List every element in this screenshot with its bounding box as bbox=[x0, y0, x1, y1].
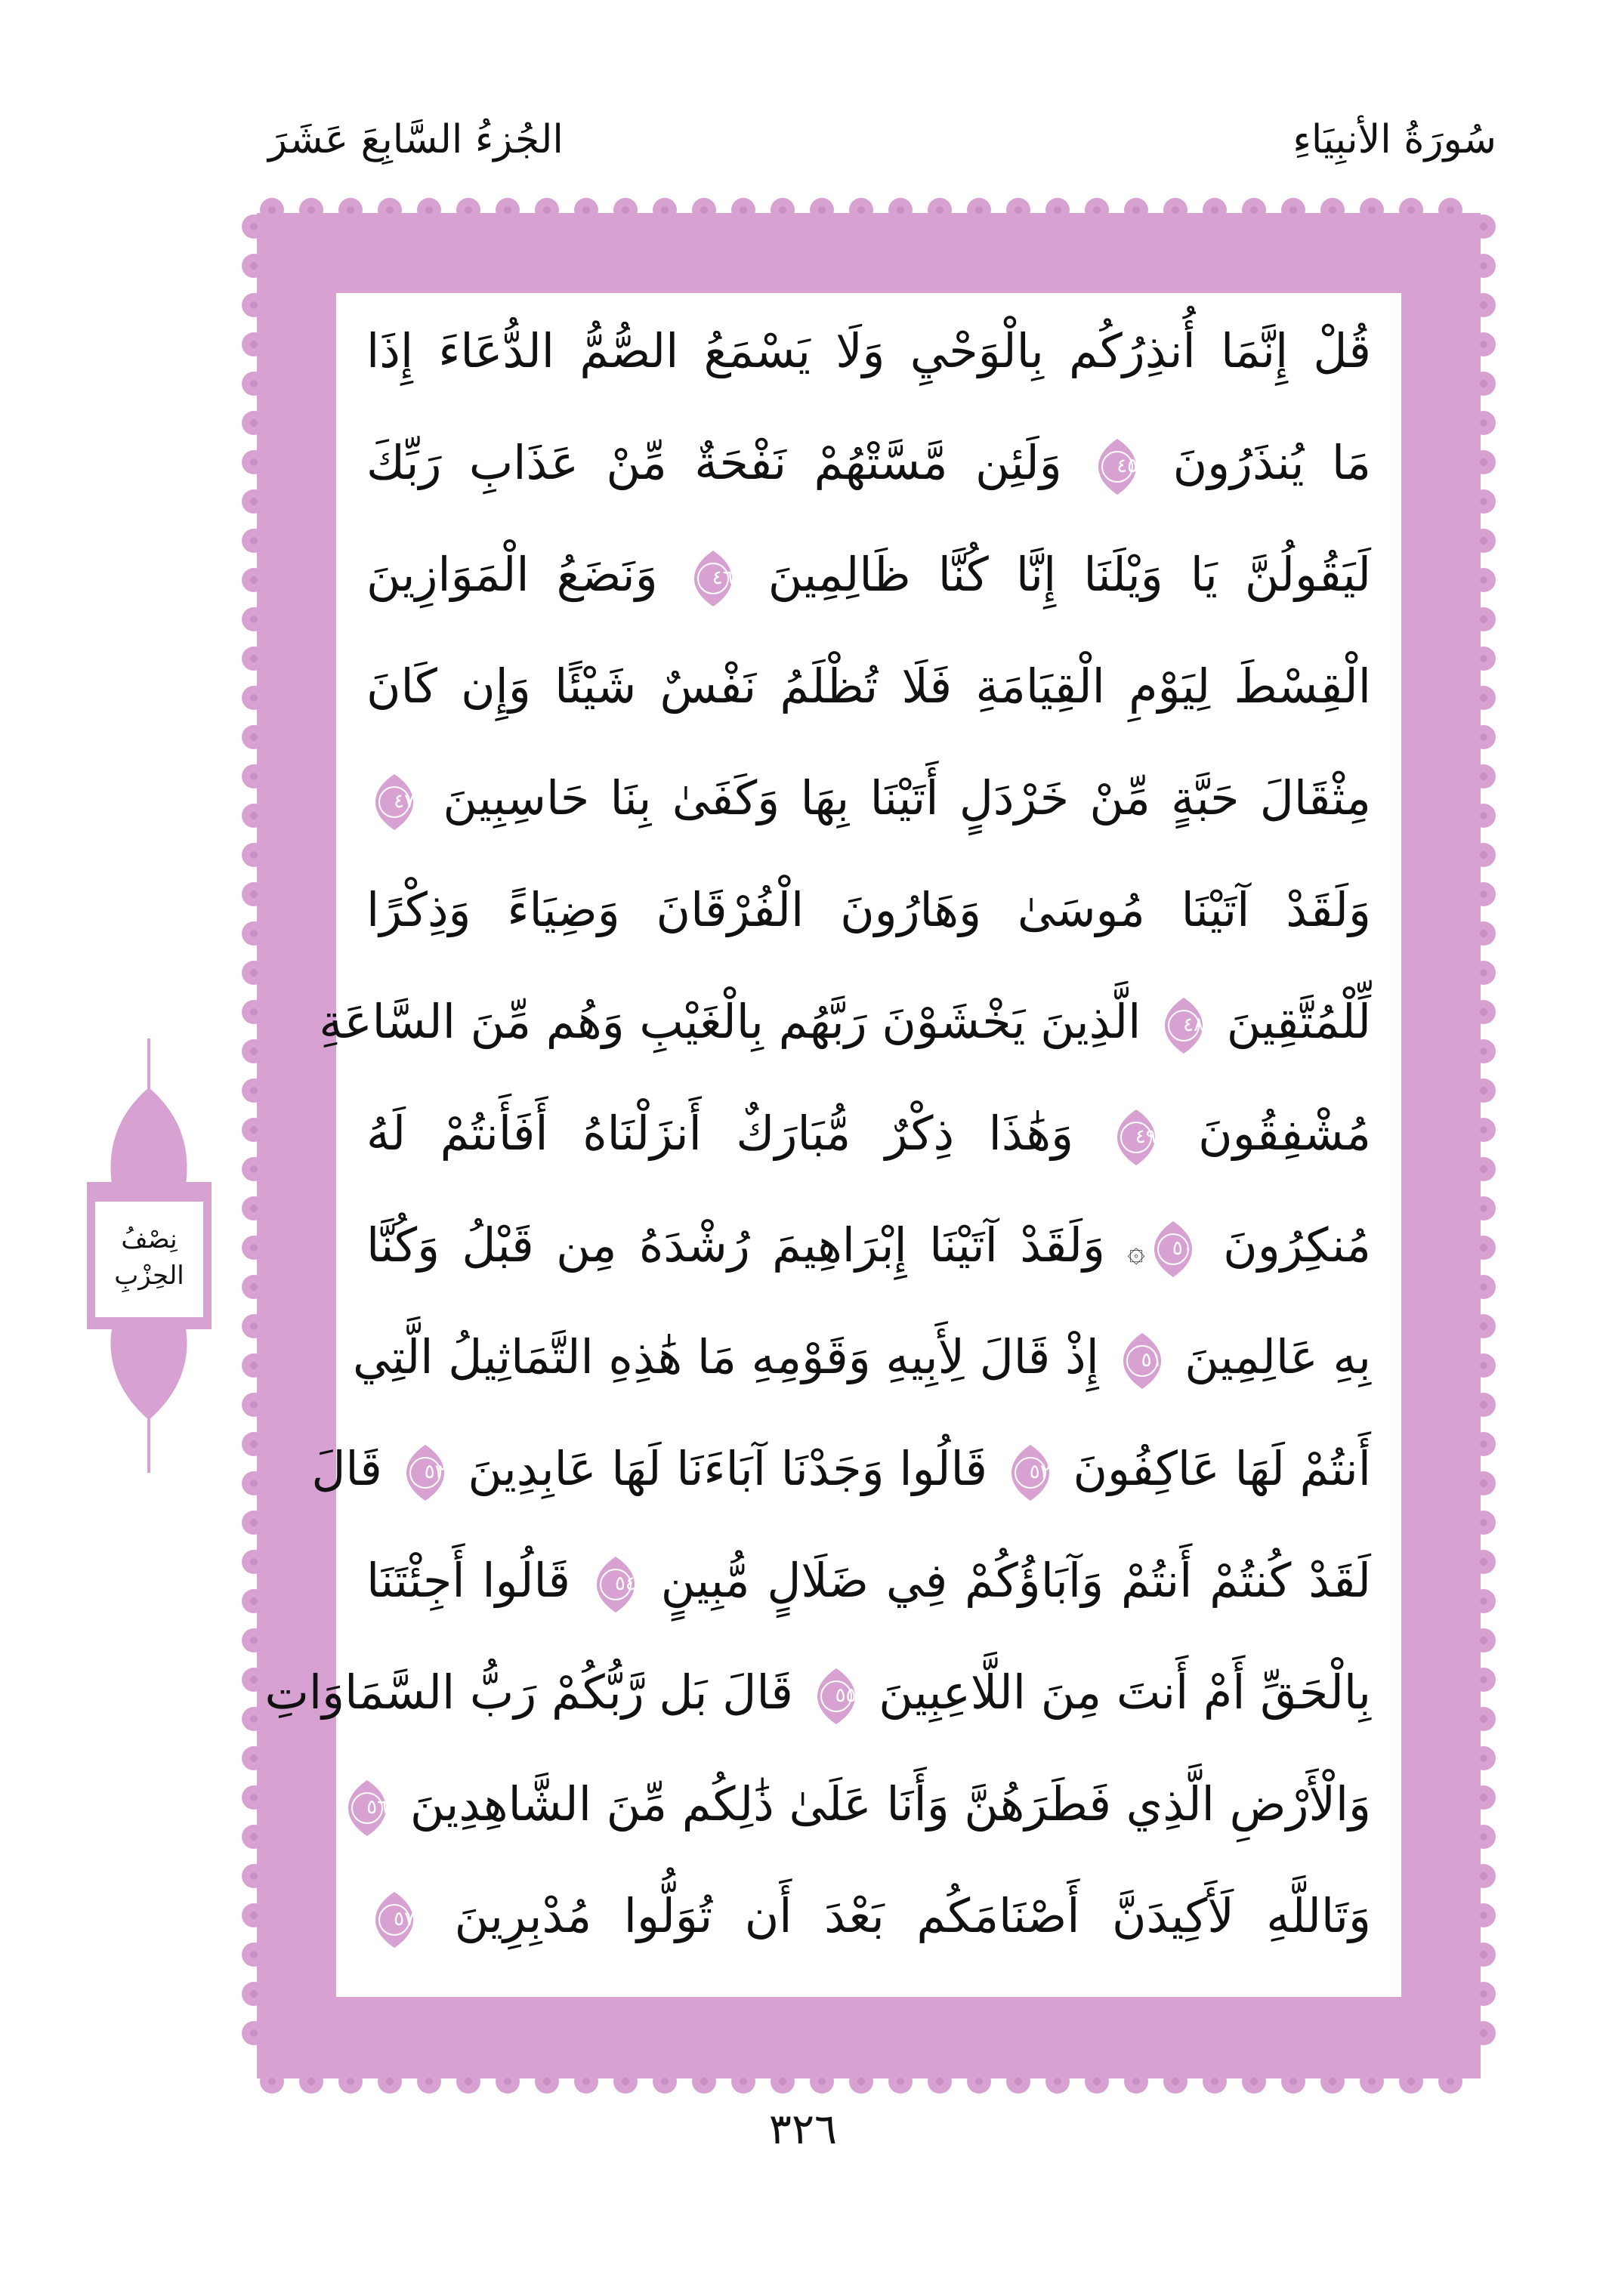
verse-text: لِّلْمُتَّقِينَ bbox=[1226, 994, 1371, 1049]
ayah-number-marker bbox=[374, 1890, 415, 1949]
verse-text: قَالُوا أَجِئْتَنَا bbox=[366, 1553, 571, 1608]
ayah-number: ٤٩ bbox=[1135, 1125, 1157, 1148]
ayah-number-marker bbox=[595, 1555, 636, 1614]
verse-line bbox=[264, 1643, 1371, 1742]
verse-text: وَلَئِن مَّسَّتْهُمْ نَفْحَةٌ مِّنْ عَذَابِ رَبِّكَ bbox=[366, 435, 1062, 490]
ayah-number-marker bbox=[374, 773, 415, 832]
verse-line bbox=[366, 1755, 1371, 1853]
ayah-number: ٤٧ bbox=[394, 789, 415, 813]
verse-line bbox=[319, 973, 1371, 1071]
ayah-number-marker bbox=[1010, 1443, 1051, 1502]
ayah-number-marker bbox=[1122, 1332, 1163, 1390]
juz-name: الجُزءُ السَّابِعَ عَشَرَ bbox=[268, 117, 564, 162]
ayah-number-marker bbox=[1097, 437, 1138, 496]
verse-text: وَلَقَدْ آتَيْنَا مُوسَىٰ وَهَارُونَ الْفُرْقَانَ وَضِيَاءً وَذِكْرًا bbox=[366, 882, 1371, 937]
verse-text: مُشْفِقُونَ bbox=[1198, 1106, 1371, 1161]
verse-text: بِهِ عَالِمِينَ bbox=[1184, 1329, 1371, 1384]
verse-line bbox=[366, 1085, 1371, 1183]
verse-line bbox=[366, 637, 1371, 736]
verse-text: وَتَاللَّهِ لَأَكِيدَنَّ أَصْنَامَكُم بَعْدَ أَن تُوَلُّوا مُدْبِرِينَ bbox=[454, 1888, 1372, 1943]
verse-text: وَلَقَدْ آتَيْنَا إِبْرَاهِيمَ رُشْدَهُ مِن قَبْلُ وَكُنَّا bbox=[366, 1217, 1105, 1273]
ayah-number: ٥٢ bbox=[1029, 1460, 1051, 1483]
ayah-number-marker bbox=[1153, 1220, 1194, 1279]
verse-line bbox=[366, 302, 1371, 400]
ayah-number-marker bbox=[693, 549, 734, 608]
verse-text: أَنتُمْ لَهَا عَاكِفُونَ bbox=[1073, 1441, 1371, 1496]
page-text-area bbox=[264, 293, 1401, 1997]
verse-line bbox=[311, 1420, 1371, 1518]
ayah-number: ٥١ bbox=[1141, 1348, 1163, 1372]
ayah-number: ٥٤ bbox=[614, 1572, 636, 1595]
ayah-number: ٥٦ bbox=[366, 1795, 388, 1819]
ayah-number: ٤٦ bbox=[712, 566, 734, 589]
verse-text: قَالَ bbox=[311, 1441, 382, 1496]
ayah-number-marker bbox=[1163, 996, 1204, 1055]
ayah-number: ٤٥ bbox=[1116, 454, 1138, 477]
verse-text: قَالُوا وَجَدْنَا آبَاءَنَا لَهَا عَابِدِينَ bbox=[468, 1441, 987, 1496]
page-number: ٣٢٦ bbox=[768, 2105, 838, 2154]
verse-line bbox=[366, 1867, 1371, 1965]
verse-text: لَيَقُولُنَّ يَا وَيْلَنَا إِنَّا كُنَّا ظَالِمِينَ bbox=[767, 547, 1371, 602]
ayah-number: ٥٧ bbox=[394, 1907, 415, 1930]
hizb-marker-line1: نِصْفُ bbox=[121, 1224, 178, 1254]
verse-line bbox=[353, 1308, 1371, 1406]
ayah-number-marker bbox=[347, 1779, 388, 1838]
ayah-number: ٥٥ bbox=[835, 1683, 857, 1707]
verse-text: وَالْأَرْضِ الَّذِي فَطَرَهُنَّ وَأَنَا عَلَىٰ ذَٰلِكُم مِّنَ الشَّاهِدِينَ bbox=[409, 1776, 1371, 1832]
surah-name: سُورَةُ الأنبِيَاءِ bbox=[1293, 117, 1496, 162]
ayah-number-marker bbox=[1116, 1108, 1157, 1167]
verse-line bbox=[366, 526, 1371, 624]
verse-text: لَقَدْ كُنتُمْ أَنتُمْ وَآبَاؤُكُمْ فِي ضَلَالٍ مُّبِينٍ bbox=[660, 1553, 1371, 1608]
hizb-star-icon: ۞ bbox=[1127, 1234, 1145, 1269]
verse-line bbox=[366, 749, 1371, 847]
verse-line bbox=[366, 414, 1371, 512]
verse-text: الَّذِينَ يَخْشَوْنَ رَبَّهُم بِالْغَيْبِ وَهُم مِّنَ السَّاعَةِ bbox=[319, 994, 1141, 1049]
ayah-number-marker bbox=[405, 1443, 446, 1502]
ayah-number-marker bbox=[816, 1667, 857, 1726]
verse-text: وَهَٰذَا ذِكْرٌ مُّبَارَكٌ أَنزَلْنَاهُ أَفَأَنتُمْ لَهُ bbox=[366, 1106, 1074, 1161]
ayah-number: ٤٨ bbox=[1183, 1013, 1205, 1036]
verse-line bbox=[366, 1196, 1371, 1295]
verse-text: الْقِسْطَ لِيَوْمِ الْقِيَامَةِ فَلَا تُظْلَمُ نَفْسٌ شَيْئًا وَإِن كَانَ bbox=[366, 659, 1371, 714]
verse-text: قُلْ إِنَّمَا أُنذِرُكُم بِالْوَحْيِ وَلَا يَسْمَعُ الصُّمُّ الدُّعَاءَ إِذَا bbox=[366, 323, 1371, 378]
verse-text: مَا يُنذَرُونَ bbox=[1172, 435, 1371, 490]
ayah-number: ٥٠ bbox=[1172, 1236, 1194, 1260]
hizb-marker bbox=[91, 1197, 208, 1322]
verse-text: مُنكِرُونَ bbox=[1223, 1217, 1371, 1273]
verse-text: قَالَ بَل رَّبُّكُمْ رَبُّ السَّمَاوَاتِ bbox=[264, 1665, 793, 1720]
verse-text: إِذْ قَالَ لِأَبِيهِ وَقَوْمِهِ مَا هَٰذِهِ التَّمَاثِيلُ الَّتِي bbox=[353, 1329, 1099, 1384]
ayah-number: ٥٣ bbox=[424, 1460, 446, 1483]
hizb-marker-line2: الحِزْبِ bbox=[114, 1261, 184, 1291]
verse-text: بِالْحَقِّ أَمْ أَنتَ مِنَ اللَّاعِبِينَ bbox=[879, 1665, 1371, 1720]
verse-text: مِثْقَالَ حَبَّةٍ مِّنْ خَرْدَلٍ أَتَيْنَا بِهَا وَكَفَىٰ بِنَا حَاسِبِينَ bbox=[443, 770, 1372, 826]
verse-line bbox=[366, 1532, 1371, 1630]
verse-text: وَنَضَعُ الْمَوَازِينَ bbox=[366, 547, 658, 602]
verse-line bbox=[366, 861, 1371, 959]
